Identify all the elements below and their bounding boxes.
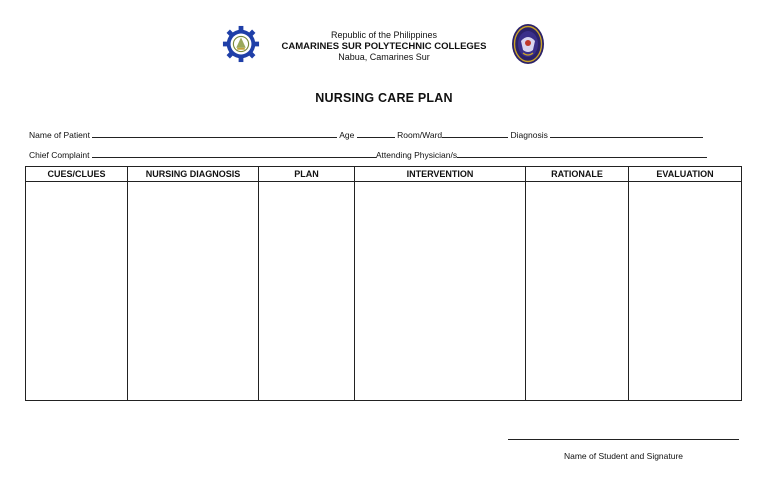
institution-header — [260, 30, 508, 63]
diagnosis-field[interactable] — [550, 128, 703, 138]
college-seal-icon — [511, 23, 545, 65]
column-header-cues: CUES/CLUES — [26, 167, 128, 182]
age-field[interactable] — [357, 128, 395, 138]
column-header-plan: PLAN — [259, 167, 355, 182]
physician-label: Attending Physician/s — [375, 150, 458, 160]
evaluation-cell[interactable] — [629, 182, 742, 401]
signature-line[interactable] — [508, 439, 739, 440]
complaint-row — [29, 148, 707, 160]
nursing-diagnosis-cell[interactable] — [128, 182, 259, 401]
patient-name-label: Name of Patient — [29, 130, 90, 140]
gear-logo-icon — [222, 25, 260, 63]
diagnosis-label: Diagnosis — [510, 130, 548, 140]
college-name: CAMARINES SUR POLYTECHNIC COLLEGES — [281, 41, 487, 52]
age-label: Age — [339, 130, 355, 140]
room-label: Room/Ward — [397, 130, 443, 140]
intervention-cell[interactable] — [355, 182, 526, 401]
patient-name-field[interactable] — [92, 128, 337, 138]
table-header-row — [26, 167, 742, 182]
chief-complaint-label: Chief Complaint — [29, 150, 90, 160]
republic-line: Republic of the Philippines — [330, 30, 438, 40]
room-field[interactable] — [442, 128, 508, 138]
chief-complaint-field[interactable] — [92, 148, 376, 158]
column-header-evaluation: EVALUATION — [629, 167, 742, 182]
cues-cell[interactable] — [26, 182, 128, 401]
signature-label: Name of Student and Signature — [563, 451, 684, 461]
physician-field[interactable] — [457, 148, 707, 158]
rationale-cell[interactable] — [526, 182, 629, 401]
patient-info-row — [29, 128, 703, 140]
care-plan-table — [25, 166, 742, 401]
college-location: Nabua, Camarines Sur — [338, 52, 430, 62]
column-header-nursing-diagnosis: NURSING DIAGNOSIS — [128, 167, 259, 182]
page-title: NURSING CARE PLAN — [315, 91, 453, 105]
table-row — [26, 182, 742, 401]
plan-cell[interactable] — [259, 182, 355, 401]
column-header-intervention: INTERVENTION — [355, 167, 526, 182]
column-header-rationale: RATIONALE — [526, 167, 629, 182]
